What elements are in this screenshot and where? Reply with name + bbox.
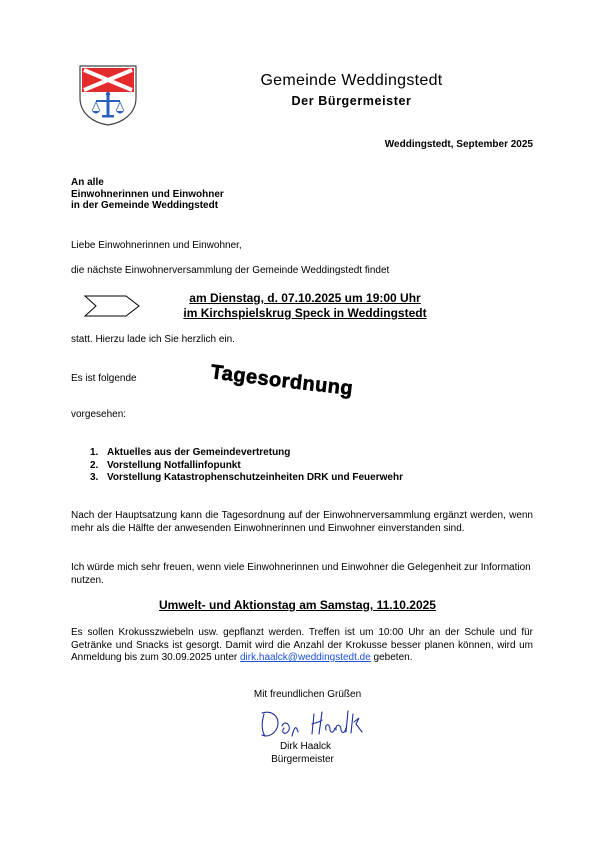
intro-text: die nächste Einwohnerversammlung der Gemeinde Weddingstedt findet <box>71 265 390 276</box>
agenda-item-number: 2. <box>90 459 99 471</box>
salutation: Liebe Einwohnerinnen und Einwohner, <box>71 240 242 251</box>
signer-name: Dirk Haalck <box>279 741 332 752</box>
agenda-item-text: Vorstellung Notfallinfopunkt <box>107 459 241 471</box>
agenda-trailing-text: vorgesehen: <box>71 409 127 420</box>
municipality-name: Gemeinde Weddingstedt <box>260 72 443 89</box>
svg-text:Tagesordnung <box>209 362 354 400</box>
handwritten-signature <box>256 706 366 742</box>
agenda-list <box>90 447 403 485</box>
agenda-heading: Tagesordnung <box>209 362 355 400</box>
agenda-lead-text: Es ist folgende <box>71 373 137 384</box>
recipient-line: in der Gemeinde Weddingstedt <box>71 200 219 211</box>
environment-day-text-end: gebeten. <box>370 652 413 663</box>
agenda-item <box>90 447 403 460</box>
invitation-paragraph: Ich würde mich sehr freuen, wenn viele Einwohnerinnen und Einwohner die Gelegenheit zur Information nutzen. <box>71 562 531 586</box>
agenda-item <box>90 460 403 473</box>
right-arrow-icon <box>84 295 140 317</box>
recipient-block <box>71 177 224 212</box>
statute-paragraph: Nach der Hauptsatzung kann die Tagesordnung auf der Einwohnerversammlung ergänzt werden, wenn mehr als die Hälfte der anwesenden Einwohnerinnen und Einwohner einverstanden sind. <box>71 510 533 534</box>
invite-text: statt. Hierzu lade ich Sie herzlich ein. <box>71 334 235 345</box>
environment-day-text: Es sollen Krokusszwiebeln usw. gepflanzt werden. Treffen ist um 10:00 Uhr an der Schule und für Getränke und Snacks ist gesorgt. Damit wird die Anzahl der Krokusse besser planen können, wird um Anmeldung bis zum 30.09.2025 unter <box>71 627 533 663</box>
event-date-time: am Dienstag, d. 07.10.2025 um 19:00 Uhr <box>189 291 421 305</box>
environment-day-paragraph <box>71 627 533 665</box>
office-title: Der Bürgermeister <box>291 94 412 108</box>
agenda-heading-wordart <box>206 362 366 402</box>
signer-title: Bürgermeister <box>271 754 334 765</box>
email-link[interactable]: dirk.haalck@weddingstedt.de <box>240 652 371 663</box>
closing-greeting: Mit freundlichen Grüßen <box>253 689 362 700</box>
recipient-line: Einwohnerinnen und Einwohner <box>71 188 224 200</box>
agenda-item-number: 1. <box>90 447 99 458</box>
agenda-item-number: 3. <box>90 472 99 483</box>
agenda-item-text: Vorstellung Katastrophenschutzeinheiten DRK und Feuerwehr <box>107 472 403 483</box>
environment-day-title: Umwelt- und Aktionstag am Samstag, 11.10.2025 <box>159 598 436 612</box>
agenda-item-text: Aktuelles aus der Gemeindevertretung <box>107 447 291 458</box>
event-location: im Kirchspielskrug Speck in Weddingstedt <box>183 306 427 320</box>
recipient-line: An alle <box>71 177 104 188</box>
agenda-item <box>90 472 403 485</box>
date-line: Weddingstedt, September 2025 <box>384 139 533 150</box>
